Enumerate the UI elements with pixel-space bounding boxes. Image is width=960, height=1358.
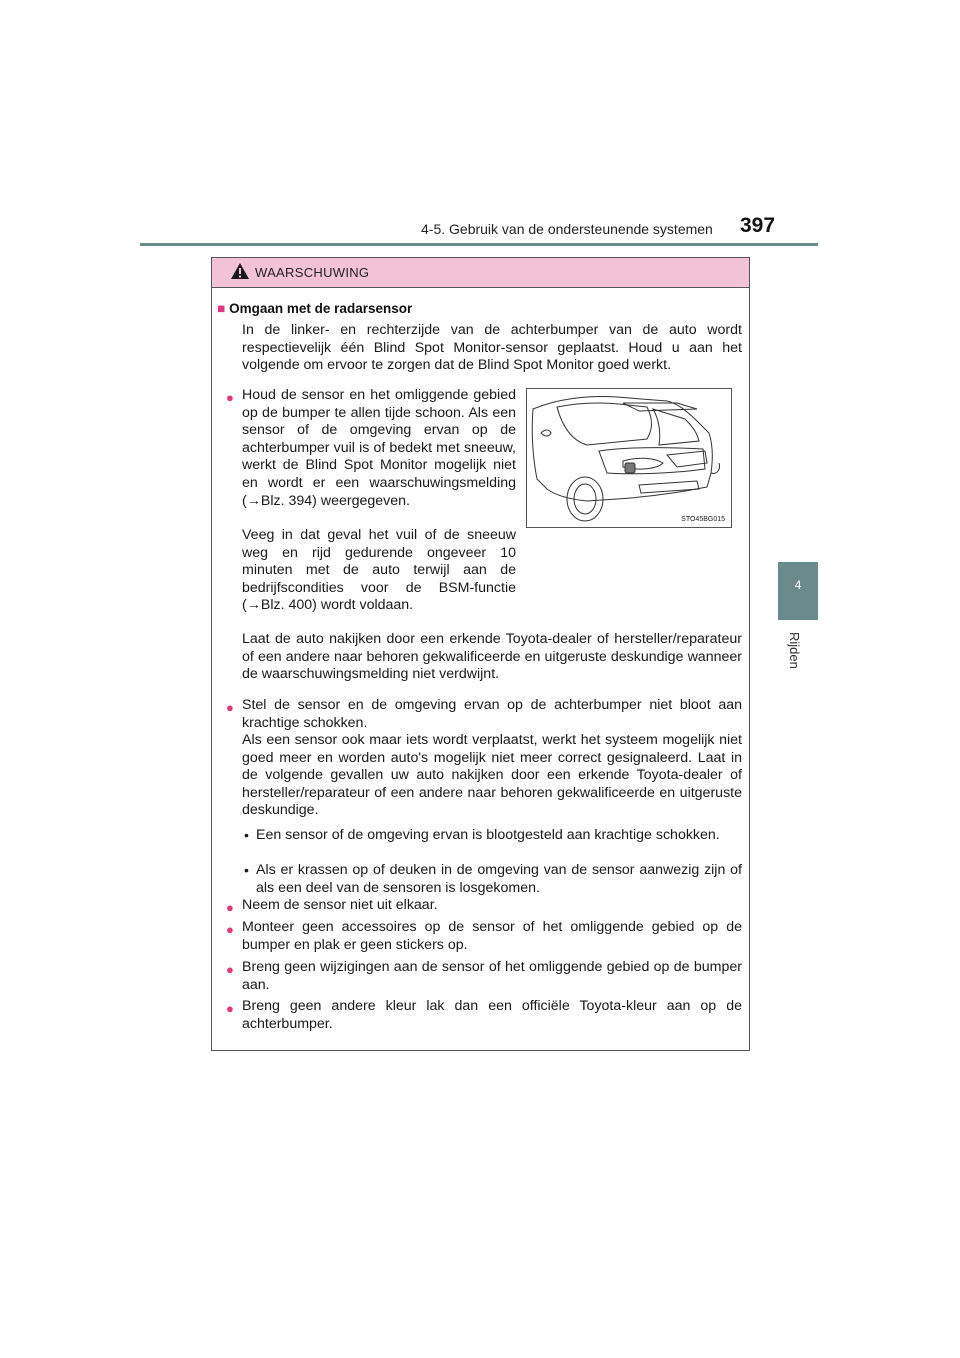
bullet-5-text: Breng geen wijzigingen aan de sensor of het omliggende gebied op de bumper aan. [242,959,742,993]
warning-triangle-icon [230,262,250,285]
bullet-2-continuation: Als een sensor ook maar iets wordt verplaatst, werkt het systeem mogelijk niet goed meer en worden auto's mogelijk niet meer correct gesignaleerd. Laat in de volgende gevallen uw auto nakijken door een erkende Toyota-dealer of hersteller/reparateur of een andere naar behoren gekwalificeerde en uitgeruste deskundige. [242,732,742,819]
chapter-number: 4 [794,578,802,592]
bullet-circle-icon: ● [226,1001,234,1016]
header-divider [140,243,818,246]
warning-header [212,258,749,288]
car-rear-illustration [526,388,732,528]
car-rear-drawing [527,389,731,527]
intro-paragraph: In de linker- en rechterzijde van de achterbumper van de auto wordt respectievelijk één Blind Spot Monitor-sensor geplaatst. Houd u aan het volgende om ervoor te zorgen dat de Blind Spot Monitor goed werkt. [242,322,742,374]
sub-bullet-2: Als er krassen op of deuken in de omgeving van de sensor aanwezig zijn of als een deel van de sensoren is losgekomen. [256,862,742,896]
chapter-label: Rijden [787,632,802,669]
page-number: 397 [740,214,776,237]
bullet-circle-icon: ● [226,962,234,977]
sub-bullet-dot: • [244,827,249,843]
bullet-circle-icon: ● [226,700,234,715]
warning-heading: WAARSCHUWING [255,265,370,280]
section-title-text: Omgaan met de radarsensor [229,301,413,316]
sub-bullet-1: Een sensor of de omgeving ervan is blootgesteld aan krachtige schokken. [256,827,720,843]
bullet-2-text: Stel de sensor en de omgeving ervan op de achterbumper niet bloot aan krachtige schokken. [242,697,742,731]
bullet-3-text: Neem de sensor niet uit elkaar. [242,897,438,913]
bullet-6-text: Breng geen andere kleur lak dan een officiële Toyota-kleur aan op de achterbumper. [242,998,742,1032]
bullet-1-after-text: Laat de auto nakijken door een erkende Toyota-dealer of hersteller/reparateur of een andere naar behoren gekwalificeerde en uitgeruste deskundige wanneer de waarschuwingsmelding niet verdwijnt. [242,631,742,683]
header-section-title: 4-5. Gebruik van de ondersteunende systemen [421,221,713,237]
bullet-circle-icon: ● [226,390,234,405]
section-title [217,301,412,316]
bullet-circle-icon: ● [226,922,234,937]
bullet-1-continuation: Veeg in dat geval het vuil of de sneeuw weg en rijd gedurende ongeveer 10 minuten met de auto terwijl aan de bedrijfscondities voor de BSM-functie (→Blz. 400) wordt voldaan. [242,527,516,614]
bullet-circle-icon: ● [226,900,234,915]
bullet-1-text: Houd de sensor en het omliggende gebied op de bumper te allen tijde schoon. Als een sensor of de omgeving ervan op de achterbumper vuil is of bedekt met sneeuw, werkt de Blind Spot Monitor mogelijk niet en wordt er een waarschuwingsmelding (→Blz. 394) weergegeven. [242,387,516,509]
sub-bullet-dot: • [244,862,249,878]
section-square-icon: ■ [217,301,226,316]
bullet-4-text: Monteer geen accessoires op de sensor of het omliggende gebied op de bumper en plak er geen stickers op. [242,919,742,953]
figure-code: STO45BG015 [681,516,725,523]
